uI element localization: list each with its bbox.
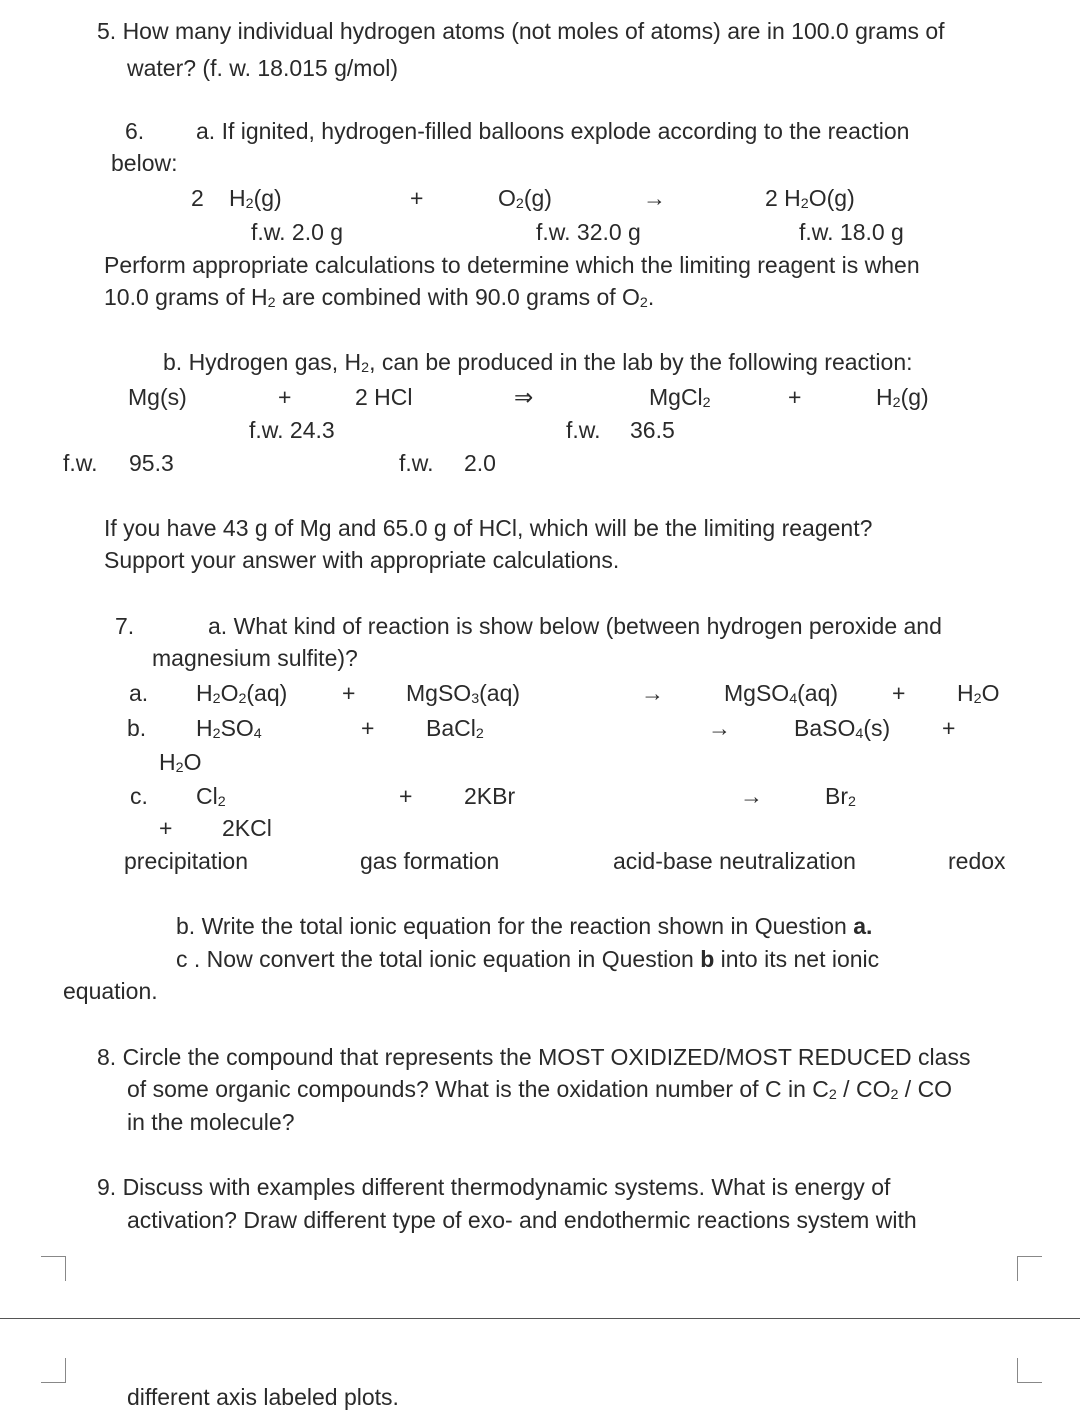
choice-gas-formation: gas formation <box>360 848 500 874</box>
q6b-fw-hcl: 36.5 <box>630 417 675 443</box>
q7-row-a-label: a. <box>129 680 149 706</box>
q7-row-c-2kbr: 2KBr <box>464 783 516 809</box>
q7-row-c-2kcl: 2KCl <box>222 815 272 841</box>
q6b-fw-hcl-label: f.w. <box>566 417 601 443</box>
q7-row-b-h2o: $H_2O$ <box>159 749 202 777</box>
q6a-h2: $H_2(g)$ <box>229 185 282 213</box>
q6-number: 6. <box>125 118 145 144</box>
q7-row-c-plus: + <box>399 783 413 809</box>
q9-line1: 9. Discuss with examples different thermodynamic systems. What is energy of <box>97 1174 891 1200</box>
q5-line1: 5. How many individual hydrogen atoms (not moles of atoms) are in 100.0 grams of <box>97 18 945 44</box>
q7-row-b-label: b. <box>127 715 147 741</box>
q6b-h2: $H_2(g)$ <box>876 384 929 412</box>
q7-row-b-plus: + <box>361 715 375 741</box>
q6a-arrow: → <box>643 185 666 211</box>
q7-row-a-h2o: $H_2O$ <box>957 680 1000 708</box>
q7-row-b-h2so4: $H_2SO_4$ <box>196 715 262 743</box>
q6a-coef: 2 <box>191 185 204 211</box>
page-corner-bottom-right <box>1017 1358 1042 1383</box>
q6b-limit-line1: If you have 43 g of Mg and 65.0 g of HCl, which will be the limiting reagent? <box>104 515 873 541</box>
q6b-hcl: 2 HCl <box>355 384 413 410</box>
q7-row-c-br2: $Br_2$ <box>825 783 856 811</box>
q7-row-c-plus2: + <box>159 815 173 841</box>
q6a-fw-h2o: f.w. 18.0 g <box>799 219 904 245</box>
q6a-o2: $O_2(g)$ <box>498 185 552 213</box>
choice-redox: redox <box>948 848 1006 874</box>
q7-row-a-arrow: → <box>641 680 664 706</box>
page-corner-top-left <box>41 1256 66 1281</box>
q7a-text: a. What kind of reaction is show below (between hydrogen peroxide and <box>208 613 942 639</box>
page-corner-top-right <box>1017 1256 1042 1281</box>
q6b-fw-mgcl2-label: f.w. <box>63 450 98 476</box>
q7-row-b-bacl2: BaCl$_2$ <box>426 715 484 743</box>
q5-line2: water? (f. w. 18.015 g/mol) <box>127 55 399 81</box>
q6b-fw-mg: f.w. 24.3 <box>249 417 335 443</box>
q7-row-a-h2o2: $H_2O_2(aq)$ <box>196 680 288 708</box>
page-corner-bottom-left <box>41 1358 66 1383</box>
q8-line3: in the molecule? <box>127 1109 295 1135</box>
q6a-fw-o2: f.w. 32.0 g <box>536 219 641 245</box>
q7-row-a-mgso3: MgSO$_3$(aq) <box>406 680 521 708</box>
q6b-text: b. Hydrogen gas, $H_2$, can be produced in the lab by the following reaction: <box>163 349 913 377</box>
q7c-equation: equation. <box>63 978 158 1004</box>
q7-row-c-arrow: → <box>740 783 763 809</box>
q7-number: 7. <box>115 613 135 639</box>
q6b-arrow: ⇒ <box>514 384 534 410</box>
q7c-text: c . Now convert the total ionic equation in Question b into its net ionic <box>176 946 880 972</box>
q7-row-a-mgso4: MgSO$_4$(aq) <box>724 680 839 708</box>
q8-line2: of some organic compounds? What is the oxidation number of C in $C_2 / CO_2$ / CO <box>127 1076 953 1104</box>
q7a-text2: magnesium sulfite)? <box>152 645 358 671</box>
q6b-fw-h2: 2.0 <box>464 450 496 476</box>
q6b-plus2: + <box>788 384 802 410</box>
q6a-perform-line1: Perform appropriate calculations to determine which the limiting reagent is when <box>104 252 920 278</box>
q9-line2: activation? Draw different type of exo- and endothermic reactions system with <box>127 1207 917 1233</box>
q7-row-b-plus2: + <box>942 715 956 741</box>
q6b-fw-h2-label: f.w. <box>399 450 434 476</box>
q7-row-c-cl2: $Cl_2$ <box>196 783 226 811</box>
q7-row-a-plus2: + <box>892 680 906 706</box>
q6a-plus: + <box>410 185 424 211</box>
page-break-line <box>0 1318 1080 1319</box>
q6b-fw-mgcl2: 95.3 <box>129 450 174 476</box>
q6b-mgcl2: MgCl$_2$ <box>649 384 711 412</box>
q7-row-c-label: c. <box>130 783 148 809</box>
q8-line1: 8. Circle the compound that represents the MOST OXIDIZED/MOST REDUCED class <box>97 1044 971 1070</box>
q7b-text: b. Write the total ionic equation for the reaction shown in Question a. <box>176 913 873 939</box>
q6a-h2o: 2 $H_2O(g)$ <box>765 185 855 213</box>
q9-line3: different axis labeled plots. <box>127 1384 399 1410</box>
choice-acid-base: acid-base neutralization <box>613 848 856 874</box>
q6a-perform-line2: 10.0 grams of $H_2$ are combined with 90.0 grams of $O_2$. <box>104 284 655 312</box>
q6a-below: below: <box>111 150 178 176</box>
q6a-text: a. If ignited, hydrogen-filled balloons explode according to the reaction <box>196 118 910 144</box>
q6a-fw-h2: f.w. 2.0 g <box>251 219 344 245</box>
q7-row-a-plus: + <box>342 680 356 706</box>
choice-precipitation: precipitation <box>124 848 249 874</box>
q6b-limit-line2: Support your answer with appropriate calculations. <box>104 547 620 573</box>
q7-row-b-arrow: → <box>708 715 731 741</box>
q6b-plus1: + <box>278 384 292 410</box>
q7-row-b-baso4: BaSO$_4$(s) <box>794 715 891 743</box>
q6b-mg: Mg(s) <box>128 384 187 410</box>
